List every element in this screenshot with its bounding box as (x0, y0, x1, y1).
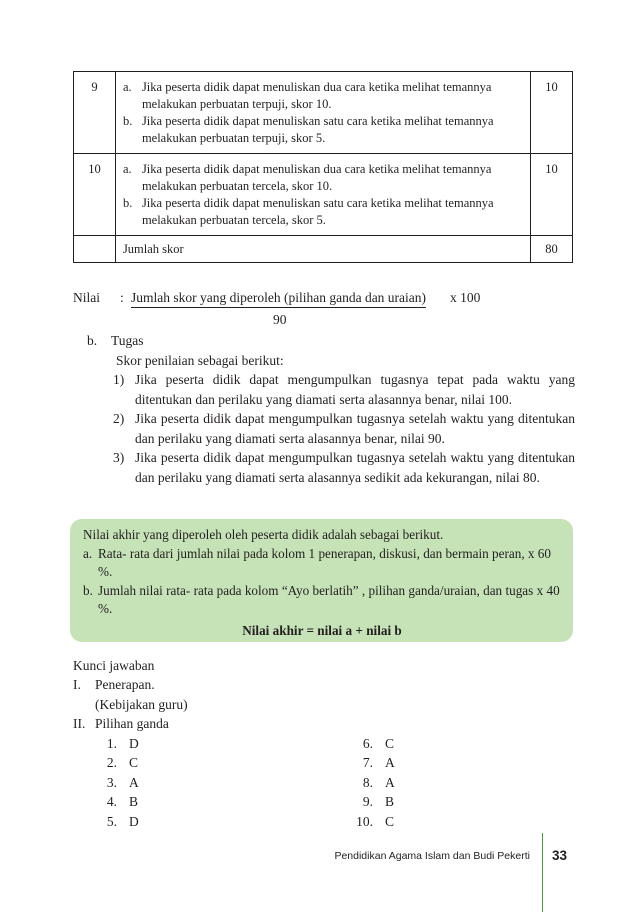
score-value: 10 (531, 154, 573, 236)
table-row (74, 72, 573, 154)
list-item (73, 370, 575, 409)
section-title: Penerapan. (95, 677, 155, 693)
box-item-text: Jumlah nilai rata- rata pada kolom “Ayo berlatih” , pilihan ganda/uraian, dan tugas x 40 %. (98, 582, 560, 616)
tugas-list (73, 370, 575, 487)
answer-value: C (385, 813, 395, 829)
item-marker: b. (122, 196, 133, 210)
list-text: Jika peserta didik dapat mengumpulkan tugasnya tepat pada waktu yang ditentukan dan perilaku yang diamati serta alasannya benar, nilai 100. (135, 372, 575, 407)
list-item (73, 448, 575, 487)
criteria-item (123, 79, 526, 113)
answer-key-title: Kunci jawaban (73, 658, 155, 673)
formula-denominator: 90 (273, 312, 287, 327)
total-value: 80 (531, 236, 573, 263)
criteria-item (123, 195, 526, 229)
box-item (83, 582, 561, 619)
tugas-heading (73, 331, 575, 351)
answer-number: 2. (106, 755, 117, 771)
final-formula: Nilai akhir = nilai a + nilai b (242, 622, 402, 638)
answer-value: A (385, 774, 395, 790)
answer-number: 8. (362, 774, 373, 790)
formula-label: Nilai (73, 290, 100, 305)
section-marker: II. (73, 716, 86, 732)
answer-number: 10. (356, 813, 373, 829)
section-note: (Kebijakan guru) (95, 696, 188, 712)
answer-value: A (385, 755, 395, 771)
row-number: 10 (74, 154, 116, 236)
page-number: 33 (552, 848, 568, 863)
list-item (73, 409, 575, 448)
section-title: Pilihan ganda (95, 716, 169, 732)
item-text: Jika peserta didik dapat menuliskan satu cara ketika melihat temannya melakukan perbuatan tercela, skor 5. (141, 196, 494, 227)
answer-value: B (129, 794, 139, 810)
answer-grid (73, 734, 533, 832)
criteria-cell (115, 72, 530, 154)
section-penerapan (73, 675, 533, 694)
score-value: 10 (531, 72, 573, 154)
item-text: Jika peserta didik dapat menuliskan dua cara ketika melihat temannya melakukan perbuatan terpuji, skor 10. (141, 80, 492, 111)
formula-multiplier: x 100 (450, 290, 481, 305)
section-pilihan-ganda (73, 714, 533, 733)
item-marker: a. (122, 80, 132, 94)
list-marker: 1) (113, 372, 125, 387)
answer-value: C (385, 735, 395, 751)
item-text: Jika peserta didik dapat menuliskan dua cara ketika melihat temannya melakukan perbuatan tercela, skor 10. (141, 162, 492, 193)
box-item (83, 545, 561, 582)
section-marker: I. (73, 677, 81, 693)
formula-numerator: Jumlah skor yang diperoleh (pilihan ganda dan uraian) (131, 290, 426, 308)
footer-divider (542, 833, 543, 912)
item-marker: a. (122, 162, 132, 176)
list-text: Jika peserta didik dapat mengumpulkan tugasnya setelah waktu yang ditentukan dan perilaku yang diamati serta alasannya benar, nilai 90. (135, 411, 575, 446)
answer-value: D (129, 813, 139, 829)
box-item-text: Rata- rata dari jumlah nilai pada kolom 1 penerapan, diskusi, dan bermain peran, x 60 %. (98, 545, 551, 579)
answer-number: 1. (106, 735, 117, 751)
row-number: 9 (74, 72, 116, 154)
tugas-section (73, 331, 575, 487)
tugas-marker: b. (87, 333, 98, 348)
tugas-title: Tugas (111, 333, 144, 348)
tugas-intro: Skor penilaian sebagai berikut: (116, 352, 284, 368)
total-row (74, 236, 573, 263)
final-score-box (70, 519, 573, 642)
footer-book-title: Pendidikan Agama Islam dan Budi Pekerti (334, 850, 530, 862)
answer-number: 4. (106, 794, 117, 810)
item-marker: b. (122, 114, 133, 128)
answer-value: A (129, 774, 139, 790)
answer-number: 9. (362, 794, 373, 810)
list-marker: 2) (113, 411, 125, 426)
box-item-marker: b. (83, 582, 93, 598)
answer-number: 5. (106, 813, 117, 829)
item-text: Jika peserta didik dapat menuliskan satu cara ketika melihat temannya melakukan perbuatan terpuji, skor 5. (141, 114, 494, 145)
answer-value: D (129, 735, 139, 751)
list-marker: 3) (113, 450, 125, 465)
answer-number: 3. (106, 774, 117, 790)
score-formula (73, 290, 513, 330)
box-item-marker: a. (83, 545, 93, 561)
answer-value: C (129, 755, 139, 771)
empty-cell (74, 236, 116, 263)
criteria-item (123, 161, 526, 195)
answer-key (73, 656, 533, 832)
criteria-item (123, 113, 526, 147)
box-intro: Nilai akhir yang diperoleh oleh peserta didik adalah sebagai berikut. (83, 527, 444, 542)
table-row (74, 154, 573, 236)
formula-colon: : (120, 290, 124, 305)
answer-value: B (385, 794, 395, 810)
list-text: Jika peserta didik dapat mengumpulkan tugasnya setelah waktu yang ditentukan dan perilaku yang diamati serta alasannya sedikit ada kekurangan, nilai 80. (135, 450, 575, 485)
answer-number: 7. (362, 755, 373, 771)
criteria-cell (115, 154, 530, 236)
answer-number: 6. (362, 735, 373, 751)
scoring-table (73, 71, 573, 263)
total-label: Jumlah skor (115, 236, 530, 263)
